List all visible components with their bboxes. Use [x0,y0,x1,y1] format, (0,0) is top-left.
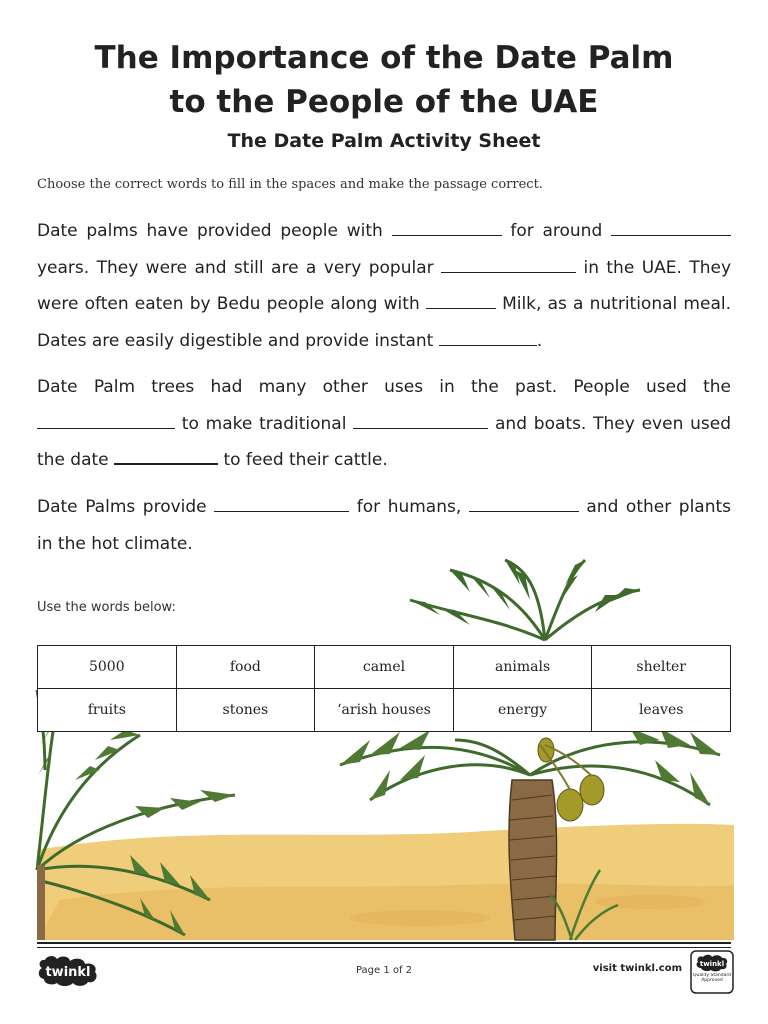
sand-ripple [350,910,490,926]
instruction-text: Choose the correct words to fill in the spaces and make the passage correct. [37,177,543,192]
word-cell: energy [453,689,592,732]
p1-text-1: Date palms have provided people with [37,221,383,241]
p1-text-4: in the UAE. They were often eaten by Bedu people along with [37,257,732,315]
badge-brand-text: twinkl [699,960,725,968]
blank-1[interactable] [392,231,502,236]
subtitle: The Date Palm Activity Sheet [227,130,541,152]
blank-3[interactable] [441,268,576,273]
word-cell: animals [453,646,592,689]
word-cell: leaves [592,689,731,732]
logo-text: twinkl [45,965,91,980]
word-bank-row [38,689,731,732]
word-cell: fruits [38,689,177,732]
blank-7[interactable] [353,424,488,429]
page-title [0,36,768,124]
p1-text-3: years. They were and still are a very popular [37,257,434,278]
word-cell: 5000 [38,646,177,689]
p2-text-2: to make traditional [181,413,347,434]
p2-text-4: to feed their cattle. [223,450,388,471]
p3-text-2: for humans, [356,497,462,517]
p1-text-5: Milk, as a nutritional meal. Dates are easily digestible and provide instant [37,294,731,352]
blank-4[interactable] [426,304,496,309]
p3-text-1: Date Palms provide [37,497,207,517]
word-cell: stones [176,689,315,732]
p3-text-3: and other plants in the hot climate. [37,497,732,554]
words-label: Use the words below: [37,600,176,615]
word-cell: food [176,646,315,689]
word-cell: ‘arish houses [315,689,454,732]
left-palm-stem [37,865,45,940]
blank-6[interactable] [37,424,175,429]
blank-9[interactable] [214,507,349,512]
word-bank-table [37,645,731,732]
word-cell: camel [315,646,454,689]
p2-text-3: and boats. They even used the date [37,413,732,471]
p2-text-1: Date Palm trees had many other uses in the past. People used the [37,377,731,397]
word-cell: shelter [592,646,731,689]
visit-link[interactable]: visit twinkl.com [592,963,682,974]
footer-rule-thin [37,947,731,948]
p1-text-6: . [536,331,543,352]
title-line-2: to the People of the UAE [169,84,599,120]
word-bank-row [38,646,731,689]
footer-rule [37,942,731,944]
blank-8[interactable] [114,459,218,465]
paragraph-2 [37,369,731,479]
quality-badge-icon [690,950,734,994]
paragraph-1 [37,213,731,360]
badge-text: Quality Standard Approved [693,973,731,983]
blank-5[interactable] [439,341,537,346]
page-number: Page 1 of 2 [355,965,413,976]
blank-10[interactable] [469,507,579,512]
blank-2[interactable] [611,231,731,236]
p1-text-2: for around [510,221,603,241]
title-line-1: The Importance of the Date Palm [94,40,674,76]
